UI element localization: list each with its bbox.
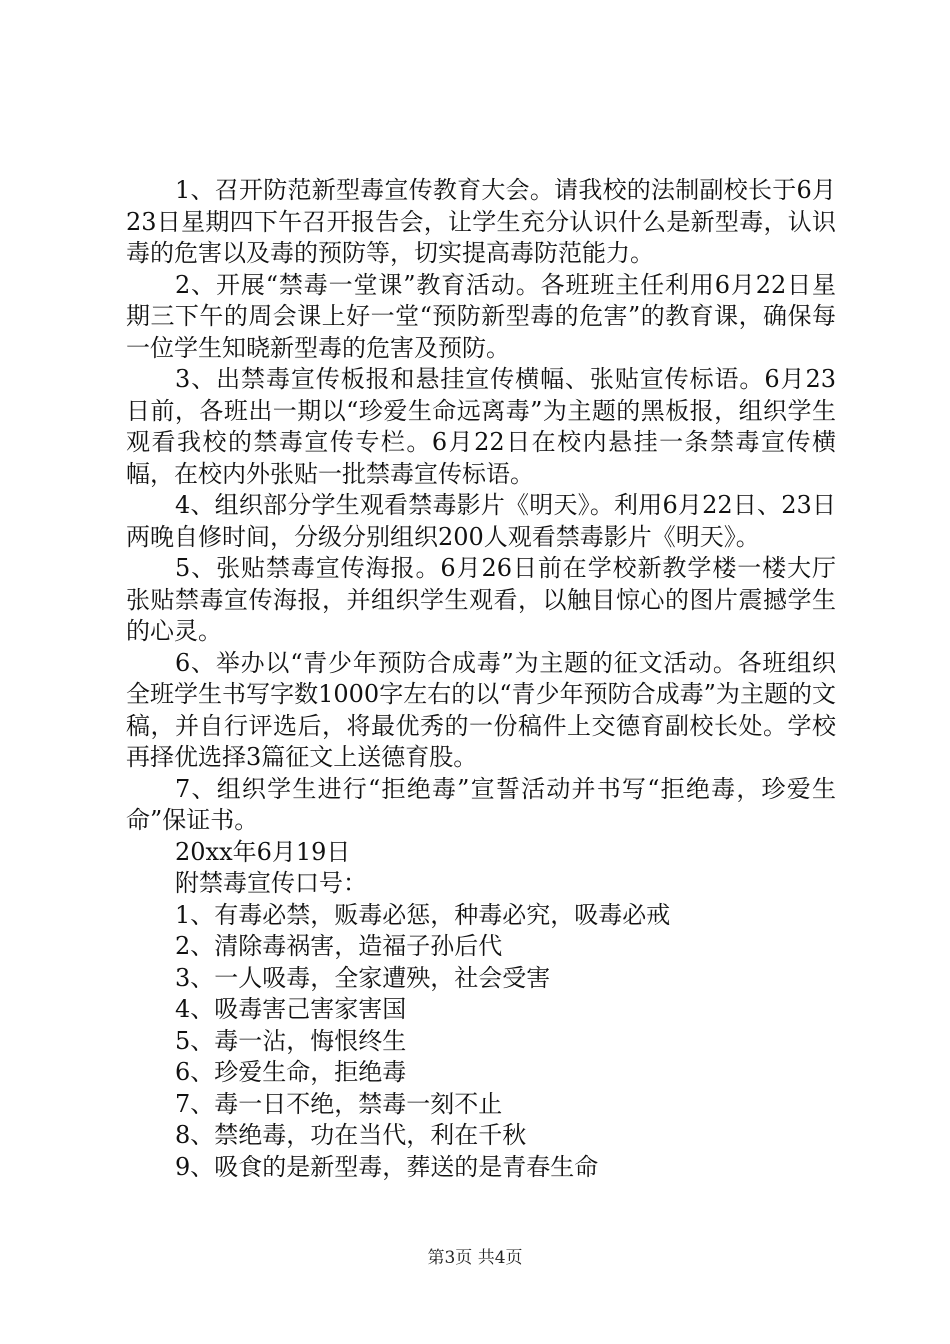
slogan-item: 9、吸食的是新型毒，葬送的是青春生命 (175, 1152, 599, 1181)
paragraph-2: 2、开展“禁毒一堂课”教育活动。各班班主任利用6月22日星期三下午的周会课上好一堂“预防新型毒的危害”的教育课，确保每一位学生知晓新型毒的危害及预防。 (126, 270, 836, 362)
document-body (126, 175, 836, 1183)
slogan-item: 2、清除毒祸害，造福子孙后代 (175, 932, 503, 960)
slogan-item: 3、一人吸毒，全家遭殃，社会受害 (175, 963, 551, 992)
slogan-item: 4、吸毒害己害家害国 (175, 995, 407, 1023)
slogan-item: 1、有毒必禁，贩毒必惩，种毒必究，吸毒必戒 (175, 900, 671, 929)
paragraph-4: 4、组织部分学生观看禁毒影片《明天》。利用6月22日、23日两晚自修时间，分级分别组织200人观看禁毒影片《明天》。 (126, 491, 836, 551)
paragraph-7: 7、组织学生进行“拒绝毒”宣誓活动并书写“拒绝毒，珍爱生命”保证书。 (126, 774, 836, 834)
page-number-label: 第3页 共4页 (427, 1248, 523, 1268)
page-footer (0, 1243, 950, 1268)
paragraph-6: 6、举办以“青少年预防合成毒”为主题的征文活动。各班组织全班学生书写字数1000字左右的以“青少年预防合成毒”为主题的文稿，并自行评选后，将最优秀的一份稿件上交德育副校长处。学校再择优选择3篇征文上送德育股。 (126, 648, 836, 771)
paragraph-3: 3、出禁毒宣传板报和悬挂宣传横幅、张贴宣传标语。6月23日前，各班出一期以“珍爱生命远离毒”为主题的黑板报，组织学生观看我校的禁毒宣传专栏。6月22日在校内悬挂一条禁毒宣传横幅，在校内外张贴一批禁毒宣传标语。 (126, 365, 836, 488)
slogan-item: 7、毒一日不绝，禁毒一刻不止 (175, 1089, 503, 1118)
slogan-item: 6、珍爱生命，拒绝毒 (175, 1058, 407, 1086)
document-date: 20xx年6月19日 (175, 837, 351, 866)
paragraph-5: 5、张贴禁毒宣传海报。6月26日前在学校新教学楼一楼大厅张贴禁毒宣传海报，并组织学生观看，以触目惊心的图片震撼学生的心灵。 (126, 554, 836, 645)
slogan-item: 5、毒一沾，悔恨终生 (175, 1026, 407, 1055)
paragraph-1: 1、召开防范新型毒宣传教育大会。请我校的法制副校长于6月23日星期四下午召开报告会，让学生充分认识什么是新型毒，认识毒的危害以及毒的预防等，切实提高毒防范能力。 (126, 176, 836, 267)
slogan-item: 8、禁绝毒，功在当代，利在千秋 (175, 1121, 527, 1149)
slogans-title: 附禁毒宣传口号： (175, 869, 367, 897)
